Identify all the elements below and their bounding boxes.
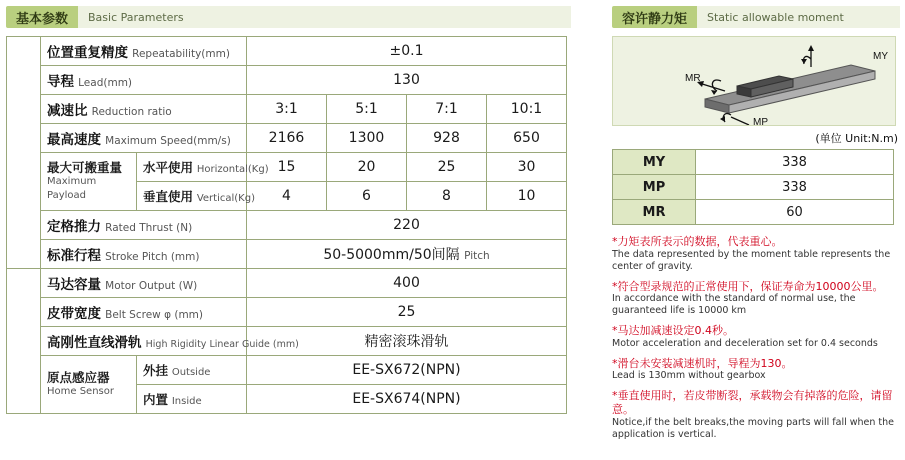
stroke-pitch-suffix: Pitch: [464, 250, 490, 262]
moment-value-mp: 338: [696, 175, 894, 200]
table-row: [7, 66, 567, 95]
label-cn: 标准行程: [47, 248, 101, 264]
note-item: [612, 357, 900, 383]
sublabel-en: Outside: [171, 367, 211, 378]
row-label-max-payload: [41, 153, 137, 211]
table-row: [7, 269, 567, 298]
label-en: Belt Screw φ (mm): [105, 309, 203, 321]
basic-parameters-title-en: Basic Parameters: [78, 6, 571, 28]
row-sublabel-horizontal: [137, 153, 269, 182]
label-en: Motor Output (W): [105, 280, 198, 292]
value-lead: 130: [247, 66, 567, 95]
note-cn: *滑台未安装减速机时，导程为130。: [612, 356, 793, 370]
note-cn: *马达加减速设定0.4秒。: [612, 324, 734, 337]
value-payload-h-3: 25: [407, 153, 487, 182]
note-item: [612, 280, 900, 318]
moment-title-bar: [612, 6, 900, 28]
notes-list: [612, 235, 900, 441]
value-reduction-ratio-1: 3:1: [247, 95, 327, 124]
actuator-diagram-svg: [613, 37, 895, 125]
table-row: [7, 240, 567, 269]
label-cn: 马达容量: [47, 277, 101, 293]
svg-text:MR: MR: [685, 73, 701, 84]
value-home-sensor-outside: EE-SX672(NPN): [247, 356, 567, 385]
value-rated-thrust: 220: [247, 211, 567, 240]
table-row: [613, 150, 894, 175]
table-row: [7, 356, 567, 385]
label-cn: 位置重复精度: [47, 45, 128, 61]
row-label-home-sensor: [41, 356, 137, 414]
value-payload-h-1: 15: [247, 153, 327, 182]
sublabel-cn: 垂直使用: [143, 189, 194, 204]
table-row: [7, 37, 567, 66]
value-payload-v-1: 4: [247, 182, 327, 211]
value-payload-h-2: 20: [327, 153, 407, 182]
moment-title-cn: 容许静力矩: [612, 6, 697, 28]
note-item: [612, 324, 900, 350]
note-cn: *力矩表所表示的数据，代表重心。: [612, 235, 783, 248]
value-motor-output: 400: [247, 269, 567, 298]
row-label-lead: [41, 66, 247, 95]
value-repeatability: ±0.1: [247, 37, 567, 66]
label-en: High Rigidity Linear Guide (mm): [145, 339, 299, 350]
parts-side-label: [7, 269, 41, 414]
label-cn: 最大可搬重量: [47, 159, 123, 175]
table-row: [7, 124, 567, 153]
label-en: Stroke Pitch (mm): [105, 251, 200, 263]
spec-side-label-cn: 性能: [13, 122, 34, 169]
value-max-speed-3: 928: [407, 124, 487, 153]
moment-key-mr: MR: [613, 200, 696, 225]
label-en: Maximum Speed(mm/s): [105, 135, 231, 147]
table-row: [7, 298, 567, 327]
value-reduction-ratio-2: 5:1: [327, 95, 407, 124]
row-label-linear-guide: [41, 327, 299, 356]
label-en: Home Sensor: [47, 385, 114, 397]
row-sublabel-outside: [137, 356, 247, 385]
value-max-speed-2: 1300: [327, 124, 407, 153]
svg-text:MP: MP: [753, 117, 768, 125]
note-en: Notice,if the belt breaks,the moving parts will fall when the application is vertical.: [612, 416, 895, 440]
value-max-speed-4: 650: [487, 124, 567, 153]
note-cn: *垂直使用时，若皮带断裂，承载物会有掉落的危险，请留意。: [612, 389, 893, 416]
row-label-belt-screw: [41, 298, 247, 327]
row-label-max-speed: [41, 124, 247, 153]
note-en: Motor acceleration and deceleration set for 0.4 seconds: [612, 337, 878, 349]
note-en: Lead is 130mm without gearbox: [612, 370, 766, 382]
table-row: [7, 211, 567, 240]
row-label-stroke-pitch: [41, 240, 247, 269]
label-cn: 高刚性直线滑轨: [47, 335, 142, 351]
value-payload-v-2: 6: [327, 182, 407, 211]
spec-side-label: [7, 37, 41, 269]
table-row: [7, 95, 567, 124]
label-cn: 皮带宽度: [47, 306, 101, 322]
moment-value-mr: 60: [696, 200, 894, 225]
sublabel-cn: 外挂: [143, 363, 169, 378]
label-cn: 原点感应器: [47, 369, 110, 385]
sublabel-en: Inside: [171, 396, 202, 407]
label-en: Maximum Payload: [47, 175, 97, 201]
row-sublabel-vertical: [137, 182, 255, 211]
row-label-reduction-ratio: [41, 95, 247, 124]
svg-text:MY: MY: [873, 51, 888, 62]
label-cn: 定格推力: [47, 219, 101, 235]
value-reduction-ratio-3: 7:1: [407, 95, 487, 124]
spec-side-label-en: Spec: [13, 170, 38, 182]
value-max-speed-1: 2166: [247, 124, 327, 153]
sublabel-cn: 水平使用: [143, 160, 194, 175]
unit-note: (单位 Unit:N.m): [815, 132, 898, 145]
table-row: [7, 153, 567, 182]
note-en: In accordance with the standard of normal use, the guaranteed life is 10000 km: [612, 293, 856, 317]
row-sublabel-inside: [137, 385, 247, 414]
note-item: [612, 235, 900, 273]
note-cn: *符合型录规范的正常使用下，保证寿命为10000公里。: [612, 279, 884, 293]
value-belt-screw: 25: [247, 298, 567, 327]
parts-side-label-en: Parts: [13, 359, 38, 370]
value-linear-guide: 精密滚珠滑轨: [247, 327, 567, 356]
value-reduction-ratio-4: 10:1: [487, 95, 567, 124]
basic-parameters-title-cn: 基本参数: [6, 6, 78, 28]
table-row: [613, 175, 894, 200]
label-cn: 最高速度: [47, 132, 101, 148]
label-en: Rated Thrust (N): [105, 222, 193, 234]
row-label-rated-thrust: [41, 211, 247, 240]
label-cn: 导程: [47, 74, 74, 90]
stroke-pitch-main: 50-5000mm/50间隔: [323, 247, 460, 263]
sublabel-en: Vertical(Kg): [196, 193, 255, 204]
label-cn: 减速比: [47, 103, 88, 119]
basic-parameters-table: [6, 36, 567, 414]
sublabel-en: Horizontal(Kg): [196, 164, 269, 175]
value-payload-v-4: 10: [487, 182, 567, 211]
basic-parameters-title-bar: [6, 6, 571, 28]
row-label-repeatability: [41, 37, 247, 66]
moment-title-en: Static allowable moment: [697, 6, 900, 28]
moment-table: [612, 149, 894, 225]
value-stroke-pitch: [247, 240, 567, 269]
note-item: [612, 389, 900, 440]
static-allowable-moment-section: [612, 6, 900, 448]
label-en: Lead(mm): [78, 77, 133, 89]
moment-diagram: [612, 36, 896, 126]
moment-value-my: 338: [696, 150, 894, 175]
value-payload-v-3: 8: [407, 182, 487, 211]
parts-side-label-cn: 配件: [13, 311, 34, 357]
basic-parameters-section: [6, 6, 571, 414]
label-en: Repeatability(mm): [132, 48, 230, 60]
moment-key-my: MY: [613, 150, 696, 175]
row-label-motor-output: [41, 269, 247, 298]
moment-key-mp: MP: [613, 175, 696, 200]
value-payload-h-4: 30: [487, 153, 567, 182]
value-home-sensor-inside: EE-SX674(NPN): [247, 385, 567, 414]
note-en: The data represented by the moment table represents the center of gravity.: [612, 248, 891, 272]
sublabel-cn: 内置: [143, 392, 169, 407]
label-en: Reduction ratio: [91, 106, 172, 118]
table-row: [613, 200, 894, 225]
table-row: [7, 327, 567, 356]
